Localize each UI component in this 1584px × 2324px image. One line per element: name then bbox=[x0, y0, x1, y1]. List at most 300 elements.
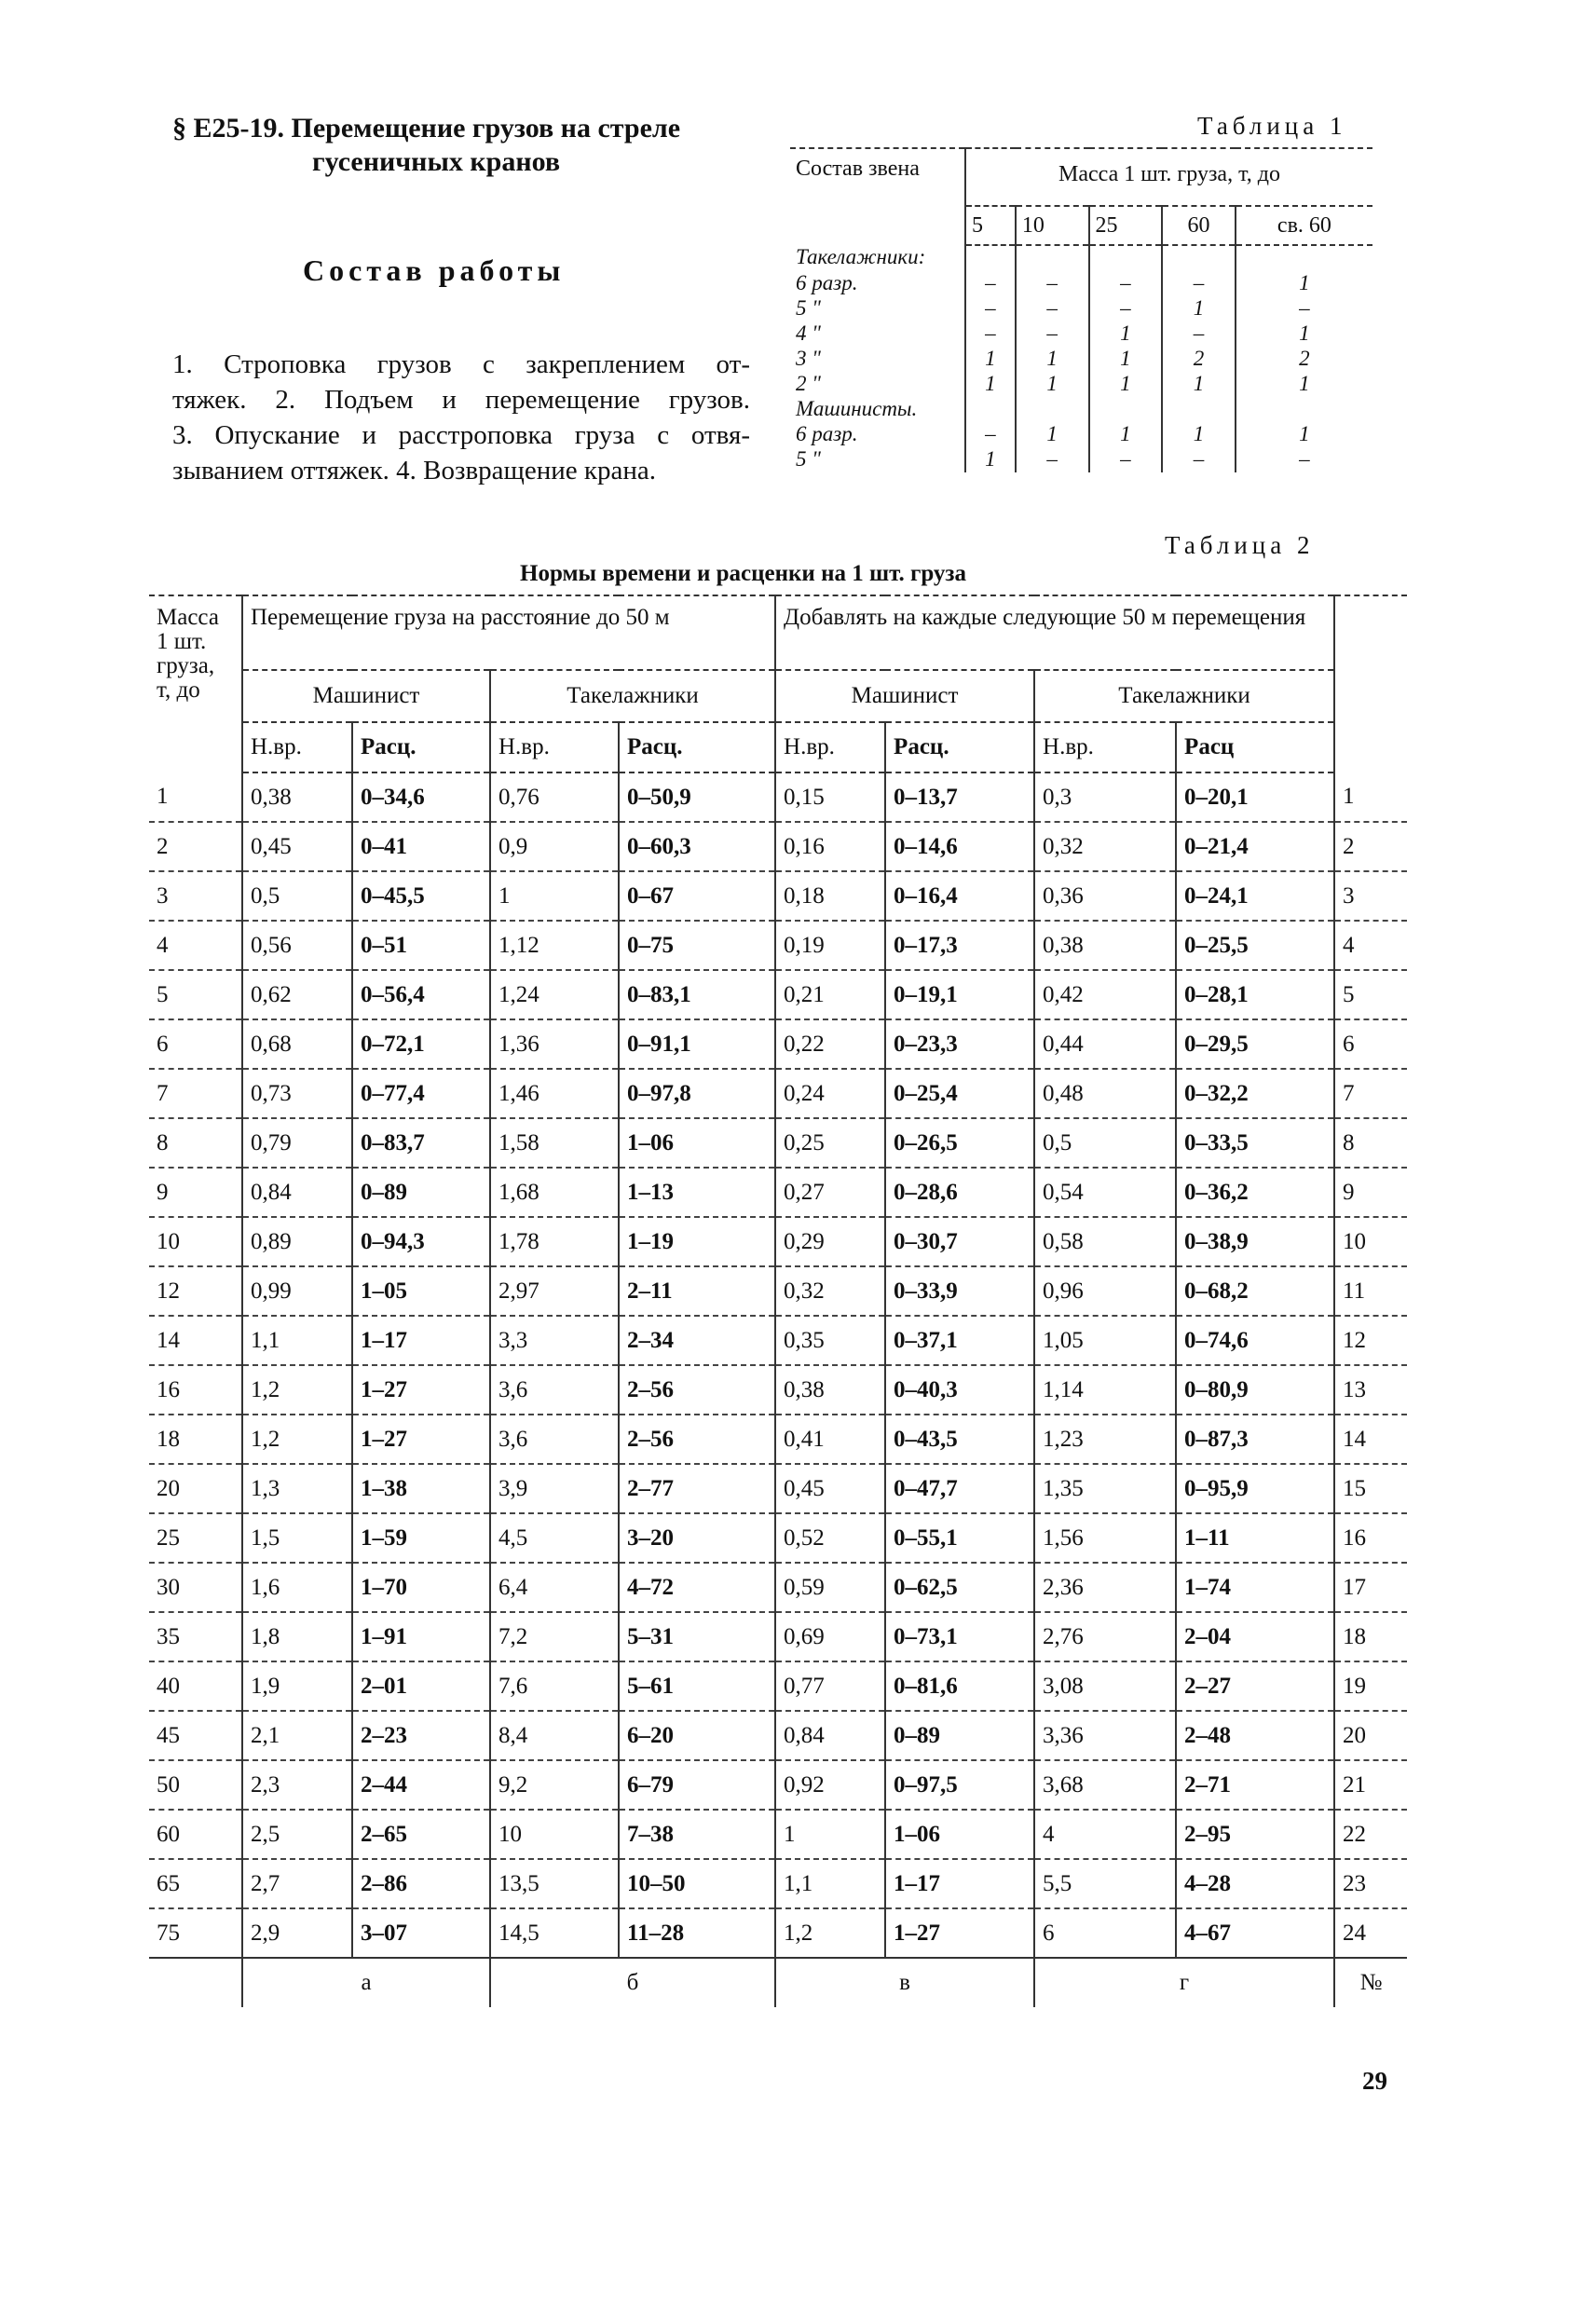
table2-row bbox=[149, 1019, 1407, 1069]
table2-cell: 0,15 bbox=[775, 772, 885, 822]
table2-group2-header: Добавлять на каждые следующие 50 м перемещения bbox=[775, 595, 1334, 670]
table2-rownum-cell: 18 bbox=[1334, 1612, 1407, 1661]
table1-row-label: 6 разр. bbox=[796, 422, 858, 445]
table2-cell: 0–55,1 bbox=[885, 1513, 1034, 1563]
table2-cell: 3,68 bbox=[1034, 1760, 1176, 1810]
table2-cell: 1,46 bbox=[490, 1069, 619, 1118]
table2-cell: 0–14,6 bbox=[885, 822, 1034, 871]
table2-cell: 0,41 bbox=[775, 1415, 885, 1464]
table1-cell bbox=[1162, 245, 1236, 271]
table2-cell: 2–56 bbox=[619, 1365, 775, 1415]
table2-footer-label: б bbox=[490, 1958, 775, 2007]
table1-row-label: 5 " bbox=[796, 447, 821, 471]
table2-cell: 2,1 bbox=[242, 1711, 352, 1760]
table2-row bbox=[149, 772, 1407, 822]
table2-cell: 0–43,5 bbox=[885, 1415, 1034, 1464]
table2-label: Таблица 2 bbox=[1165, 531, 1315, 559]
table2-cell: 0,59 bbox=[775, 1563, 885, 1612]
table2-cell: 6 bbox=[1034, 1908, 1176, 1958]
table2-cell: 0–25,4 bbox=[885, 1069, 1034, 1118]
table2-mass-cell: 75 bbox=[149, 1908, 242, 1958]
table2-cell: 0,77 bbox=[775, 1661, 885, 1711]
table1 bbox=[790, 147, 1372, 472]
table2-row bbox=[149, 1563, 1407, 1612]
table2-row bbox=[149, 1810, 1407, 1859]
table2-cell: 3,6 bbox=[490, 1365, 619, 1415]
table2-row bbox=[149, 1415, 1407, 1464]
table1-cell: 1 bbox=[1016, 422, 1089, 447]
table2-rownum-cell: 5 bbox=[1334, 970, 1407, 1019]
table2-cell: 14,5 bbox=[490, 1908, 619, 1958]
table2-mass-cell: 16 bbox=[149, 1365, 242, 1415]
table2-cell: 1,36 bbox=[490, 1019, 619, 1069]
table2-cell: 2–56 bbox=[619, 1415, 775, 1464]
table2-riggers-header: Такелажники bbox=[1034, 670, 1334, 722]
table2-cell: 1–59 bbox=[352, 1513, 490, 1563]
table2-rownum-cell: 1 bbox=[1334, 772, 1407, 822]
work-heading: Состав работы bbox=[303, 253, 566, 287]
table2-mass-cell: 60 bbox=[149, 1810, 242, 1859]
table2-mass-cell: 2 bbox=[149, 822, 242, 871]
table2-cell: 1–38 bbox=[352, 1464, 490, 1513]
table2-cell: 2–86 bbox=[352, 1859, 490, 1908]
table2-mass-cell: 65 bbox=[149, 1859, 242, 1908]
table1-cell: – bbox=[1016, 271, 1089, 296]
table1-row-label: Машинисты. bbox=[796, 397, 918, 420]
table2-cell: 0,48 bbox=[1034, 1069, 1176, 1118]
table2-cell: 0–73,1 bbox=[885, 1612, 1034, 1661]
table2-cell: 2–01 bbox=[352, 1661, 490, 1711]
table2-cell: 0,45 bbox=[775, 1464, 885, 1513]
table2-caption: Нормы времени и расценки на 1 шт. груза bbox=[520, 561, 966, 586]
table1-cell: – bbox=[1236, 447, 1372, 472]
table1-cell: 2 bbox=[1162, 347, 1236, 372]
table2-cell: 0,35 bbox=[775, 1316, 885, 1365]
table1-cell: 1 bbox=[965, 447, 1016, 472]
table2-cell: 0–13,7 bbox=[885, 772, 1034, 822]
table2-cell: 0–40,3 bbox=[885, 1365, 1034, 1415]
section-title-line2: гусеничных кранов bbox=[312, 146, 561, 177]
table2-cell: 0,36 bbox=[1034, 871, 1176, 921]
table1-cell bbox=[1236, 397, 1372, 422]
table2-cell: 2–04 bbox=[1176, 1612, 1334, 1661]
section-title-line1: § Е25-19. Перемещение грузов на стреле bbox=[172, 113, 681, 144]
table2-cell: 0,69 bbox=[775, 1612, 885, 1661]
table2-cell: 0,84 bbox=[242, 1168, 352, 1217]
table2-riggers-header: Такелажники bbox=[490, 670, 775, 722]
table2-mass-cell: 4 bbox=[149, 921, 242, 970]
table2-cell: 1–06 bbox=[619, 1118, 775, 1168]
table2-rownum-cell: 20 bbox=[1334, 1711, 1407, 1760]
table2-row bbox=[149, 1365, 1407, 1415]
table2-row bbox=[149, 1217, 1407, 1266]
table2-cell: 0,62 bbox=[242, 970, 352, 1019]
table2-cell: 1,5 bbox=[242, 1513, 352, 1563]
table2-cell: 2,36 bbox=[1034, 1563, 1176, 1612]
table2-cell: 0,76 bbox=[490, 772, 619, 822]
table1-cell: 1 bbox=[1089, 347, 1163, 372]
table2-cell: 0–33,9 bbox=[885, 1266, 1034, 1316]
table2-cell: 1,56 bbox=[1034, 1513, 1176, 1563]
table1-cell: – bbox=[1089, 447, 1163, 472]
table2-cell: 1,23 bbox=[1034, 1415, 1176, 1464]
table2-cell: 8,4 bbox=[490, 1711, 619, 1760]
table2-cell: 1,12 bbox=[490, 921, 619, 970]
table2-cell: 0,52 bbox=[775, 1513, 885, 1563]
table2-cell: 0–87,3 bbox=[1176, 1415, 1334, 1464]
table2-row bbox=[149, 970, 1407, 1019]
table2-footer-cell bbox=[149, 1958, 242, 2007]
table2-cell: 1,35 bbox=[1034, 1464, 1176, 1513]
table2-cell: 1,68 bbox=[490, 1168, 619, 1217]
table2-cell: 0–34,6 bbox=[352, 772, 490, 822]
table1-cell: – bbox=[1162, 447, 1236, 472]
table2-cell: 0,99 bbox=[242, 1266, 352, 1316]
table2-row bbox=[149, 1612, 1407, 1661]
table2-cell: 1–13 bbox=[619, 1168, 775, 1217]
table1-row bbox=[790, 422, 1372, 447]
table1-row-label: Такелажники: bbox=[796, 245, 926, 268]
table2-cell: 13,5 bbox=[490, 1859, 619, 1908]
table2-cell: 7–38 bbox=[619, 1810, 775, 1859]
table2-cell: 0–20,1 bbox=[1176, 772, 1334, 822]
table2-mass-cell: 20 bbox=[149, 1464, 242, 1513]
table1-cell: 1 bbox=[965, 347, 1016, 372]
table2-rownum-cell: 13 bbox=[1334, 1365, 1407, 1415]
table2-cell: 1,24 bbox=[490, 970, 619, 1019]
table2-cell: 1,9 bbox=[242, 1661, 352, 1711]
table1-cell: – bbox=[1089, 271, 1163, 296]
table2-row bbox=[149, 1069, 1407, 1118]
table2-cell: 0,18 bbox=[775, 871, 885, 921]
table2-cell: 0,38 bbox=[775, 1365, 885, 1415]
table2-cell: 0–41 bbox=[352, 822, 490, 871]
table2-cell: 0–30,7 bbox=[885, 1217, 1034, 1266]
table2-cell: 2–11 bbox=[619, 1266, 775, 1316]
table2-cell: 1,2 bbox=[242, 1365, 352, 1415]
table2-rownum-cell: 10 bbox=[1334, 1217, 1407, 1266]
table2-cell: 0,25 bbox=[775, 1118, 885, 1168]
table2-rasc-header: Расц bbox=[1176, 722, 1334, 772]
table2-row bbox=[149, 1118, 1407, 1168]
table2-footer-label: в bbox=[775, 1958, 1034, 2007]
table2-rasc-header: Расц. bbox=[885, 722, 1034, 772]
table2-cell: 0,45 bbox=[242, 822, 352, 871]
table2-cell: 4–67 bbox=[1176, 1908, 1334, 1958]
table2-row bbox=[149, 1513, 1407, 1563]
table2-rownum-cell: 12 bbox=[1334, 1316, 1407, 1365]
table2-cell: 0,19 bbox=[775, 921, 885, 970]
table2-rownum-cell: 3 bbox=[1334, 871, 1407, 921]
table2-row bbox=[149, 1168, 1407, 1217]
table2-cell: 2,97 bbox=[490, 1266, 619, 1316]
table2-rownum-cell: 14 bbox=[1334, 1415, 1407, 1464]
table2-cell: 0–19,1 bbox=[885, 970, 1034, 1019]
table2-hvr-header: Н.вр. bbox=[1034, 722, 1176, 772]
table1-mass-col: 5 bbox=[965, 206, 1016, 245]
page-number: 29 bbox=[1362, 2067, 1387, 2095]
table2-rownum-cell: 4 bbox=[1334, 921, 1407, 970]
table1-row bbox=[790, 245, 1372, 271]
table2-rownum-cell: 22 bbox=[1334, 1810, 1407, 1859]
table2-row bbox=[149, 1908, 1407, 1958]
table2-cell: 3,6 bbox=[490, 1415, 619, 1464]
table2-cell: 1–27 bbox=[352, 1365, 490, 1415]
table2-cell: 2–48 bbox=[1176, 1711, 1334, 1760]
table2-cell: 1,1 bbox=[242, 1316, 352, 1365]
table2-cell: 1,78 bbox=[490, 1217, 619, 1266]
work-line: зыванием оттяжек. 4. Возвращение крана. bbox=[172, 456, 656, 485]
table2-cell: 1–27 bbox=[352, 1415, 490, 1464]
table2-cell: 3,36 bbox=[1034, 1711, 1176, 1760]
table2-mass-cell: 35 bbox=[149, 1612, 242, 1661]
table2-cell: 0,9 bbox=[490, 822, 619, 871]
table2-hvr-header: Н.вр. bbox=[242, 722, 352, 772]
table2-cell: 0–83,1 bbox=[619, 970, 775, 1019]
table2-row bbox=[149, 1464, 1407, 1513]
table2-row bbox=[149, 871, 1407, 921]
table2-cell: 0,38 bbox=[242, 772, 352, 822]
table2-cell: 0–50,9 bbox=[619, 772, 775, 822]
table2-cell: 7,6 bbox=[490, 1661, 619, 1711]
table2-cell: 0–23,3 bbox=[885, 1019, 1034, 1069]
table1-mass-col: 60 bbox=[1162, 206, 1236, 245]
table2-cell: 1–11 bbox=[1176, 1513, 1334, 1563]
table2-cell: 1,2 bbox=[775, 1908, 885, 1958]
table2-footer-label: г bbox=[1034, 1958, 1334, 2007]
table2-cell: 3,9 bbox=[490, 1464, 619, 1513]
table2-rasc-header: Расц. bbox=[619, 722, 775, 772]
table2-cell: 0–28,6 bbox=[885, 1168, 1034, 1217]
table2-rownum-cell: 11 bbox=[1334, 1266, 1407, 1316]
table1-mass-col: 25 bbox=[1089, 206, 1163, 245]
table2-rownum-cell: 2 bbox=[1334, 822, 1407, 871]
table2-hvr-header: Н.вр. bbox=[490, 722, 619, 772]
table2-rownum-cell: 23 bbox=[1334, 1859, 1407, 1908]
table2-cell: 1,6 bbox=[242, 1563, 352, 1612]
table2-cell: 3,3 bbox=[490, 1316, 619, 1365]
table1-cell bbox=[1162, 397, 1236, 422]
table2-cell: 0–75 bbox=[619, 921, 775, 970]
table1-cell: 1 bbox=[1016, 372, 1089, 397]
table2-cell: 9,2 bbox=[490, 1760, 619, 1810]
table1-cell bbox=[1089, 397, 1163, 422]
table1-cell: 1 bbox=[1236, 422, 1372, 447]
table2-rasc-header: Расц. bbox=[352, 722, 490, 772]
table2-cell: 0,54 bbox=[1034, 1168, 1176, 1217]
table2-cell: 0–33,5 bbox=[1176, 1118, 1334, 1168]
table2-rownum-cell: 8 bbox=[1334, 1118, 1407, 1168]
table1-cell: 1 bbox=[1162, 372, 1236, 397]
table2-cell: 2–23 bbox=[352, 1711, 490, 1760]
table1-mass-header: Масса 1 шт. груза, т, до bbox=[965, 148, 1372, 206]
table2-mass-cell: 12 bbox=[149, 1266, 242, 1316]
table2-cell: 11–28 bbox=[619, 1908, 775, 1958]
table2-cell: 0–74,6 bbox=[1176, 1316, 1334, 1365]
table2-cell: 4–72 bbox=[619, 1563, 775, 1612]
table1-cell: 1 bbox=[1089, 372, 1163, 397]
table2-cell: 0–47,7 bbox=[885, 1464, 1034, 1513]
table2-cell: 1–91 bbox=[352, 1612, 490, 1661]
table1-row bbox=[790, 372, 1372, 397]
table2-cell: 2–71 bbox=[1176, 1760, 1334, 1810]
table2-cell: 2,5 bbox=[242, 1810, 352, 1859]
table2-cell: 2,76 bbox=[1034, 1612, 1176, 1661]
table1-cell bbox=[1016, 397, 1089, 422]
table2-rownum-cell: 16 bbox=[1334, 1513, 1407, 1563]
table2-rownum-cell: 21 bbox=[1334, 1760, 1407, 1810]
table2-cell: 5–61 bbox=[619, 1661, 775, 1711]
table2-cell: 0–77,4 bbox=[352, 1069, 490, 1118]
table1-row bbox=[790, 347, 1372, 372]
table2-cell: 0–68,2 bbox=[1176, 1266, 1334, 1316]
table2-cell: 0–95,9 bbox=[1176, 1464, 1334, 1513]
table2-cell: 0–24,1 bbox=[1176, 871, 1334, 921]
table2-machinist-header: Машинист bbox=[775, 670, 1034, 722]
section-title bbox=[172, 112, 769, 179]
table1-cell: – bbox=[1162, 321, 1236, 347]
table2-cell: 0–16,4 bbox=[885, 871, 1034, 921]
table2-cell: 0–32,2 bbox=[1176, 1069, 1334, 1118]
table2-cell: 0,92 bbox=[775, 1760, 885, 1810]
table2-cell: 0,68 bbox=[242, 1019, 352, 1069]
table1-mass-col: 10 bbox=[1016, 206, 1089, 245]
table2-row bbox=[149, 1316, 1407, 1365]
table2-cell: 0–38,9 bbox=[1176, 1217, 1334, 1266]
table1-cell bbox=[1016, 245, 1089, 271]
table2-cell: 0–91,1 bbox=[619, 1019, 775, 1069]
table2-cell: 0,22 bbox=[775, 1019, 885, 1069]
work-line: тяжек. 2. Подъем и перемещение грузов. bbox=[172, 385, 750, 415]
table2-cell: 0,5 bbox=[1034, 1118, 1176, 1168]
table2-cell: 4–28 bbox=[1176, 1859, 1334, 1908]
table1-row bbox=[790, 321, 1372, 347]
table2-mass-cell: 50 bbox=[149, 1760, 242, 1810]
table2-cell: 2–65 bbox=[352, 1810, 490, 1859]
table2-cell: 4,5 bbox=[490, 1513, 619, 1563]
table1-cell: – bbox=[965, 422, 1016, 447]
table1-cell: – bbox=[1236, 296, 1372, 321]
table2-cell: 3,08 bbox=[1034, 1661, 1176, 1711]
table2 bbox=[149, 595, 1407, 2007]
table1-row-label: 4 " bbox=[796, 321, 821, 345]
table2-cell: 1,8 bbox=[242, 1612, 352, 1661]
table2-cell: 4 bbox=[1034, 1810, 1176, 1859]
table2-cell: 0–21,4 bbox=[1176, 822, 1334, 871]
table2-cell: 0,89 bbox=[242, 1217, 352, 1266]
table1-cell: – bbox=[1162, 271, 1236, 296]
table2-cell: 0–81,6 bbox=[885, 1661, 1034, 1711]
table1-row bbox=[790, 296, 1372, 321]
table2-cell: 1,14 bbox=[1034, 1365, 1176, 1415]
table2-mass-header: Масса 1 шт. груза, т, до bbox=[149, 595, 242, 772]
table2-cell: 2–77 bbox=[619, 1464, 775, 1513]
table2-cell: 0,42 bbox=[1034, 970, 1176, 1019]
table2-mass-cell: 30 bbox=[149, 1563, 242, 1612]
table1-cell: 1 bbox=[1089, 321, 1163, 347]
table1-cell: 1 bbox=[1016, 347, 1089, 372]
table2-mass-cell: 9 bbox=[149, 1168, 242, 1217]
table2-cell: 0,16 bbox=[775, 822, 885, 871]
table2-row bbox=[149, 1661, 1407, 1711]
work-line: 3. Опускание и расстроповка груза с отвя- bbox=[172, 420, 750, 450]
table2-cell: 2–27 bbox=[1176, 1661, 1334, 1711]
table2-mass-cell: 14 bbox=[149, 1316, 242, 1365]
table2-row bbox=[149, 1266, 1407, 1316]
table2-cell: 5–31 bbox=[619, 1612, 775, 1661]
table2-cell: 1–17 bbox=[352, 1316, 490, 1365]
table2-cell: 0–45,5 bbox=[352, 871, 490, 921]
table1-cell bbox=[1236, 245, 1372, 271]
table2-cell: 0,32 bbox=[1034, 822, 1176, 871]
table2-cell: 0,44 bbox=[1034, 1019, 1176, 1069]
table2-cell: 0–28,1 bbox=[1176, 970, 1334, 1019]
table1-cell: 1 bbox=[965, 372, 1016, 397]
table2-mass-cell: 1 bbox=[149, 772, 242, 822]
table2-cell: 1,05 bbox=[1034, 1316, 1176, 1365]
table2-cell: 0–97,8 bbox=[619, 1069, 775, 1118]
table1-mass-col: св. 60 bbox=[1236, 206, 1372, 245]
table2-mass-cell: 10 bbox=[149, 1217, 242, 1266]
table2-row bbox=[149, 1859, 1407, 1908]
table2-rownum-cell: 6 bbox=[1334, 1019, 1407, 1069]
table1-cell bbox=[965, 245, 1016, 271]
table1-cell: – bbox=[1016, 321, 1089, 347]
table2-num-header-cell bbox=[1334, 595, 1407, 772]
table2-rownum-cell: 15 bbox=[1334, 1464, 1407, 1513]
table2-cell: 10 bbox=[490, 1810, 619, 1859]
table2-cell: 0–80,9 bbox=[1176, 1365, 1334, 1415]
table2-cell: 0,96 bbox=[1034, 1266, 1176, 1316]
table2-mass-cell: 25 bbox=[149, 1513, 242, 1563]
table2-cell: 0–56,4 bbox=[352, 970, 490, 1019]
table1-cell bbox=[1089, 245, 1163, 271]
table2-cell: 1–74 bbox=[1176, 1563, 1334, 1612]
table2-cell: 0,3 bbox=[1034, 772, 1176, 822]
table2-rownum-cell: 17 bbox=[1334, 1563, 1407, 1612]
table1-row-label: 2 " bbox=[796, 372, 821, 395]
work-line: 1. Строповка грузов с закреплением от- bbox=[172, 349, 750, 379]
table2-mass-cell: 3 bbox=[149, 871, 242, 921]
table2-cell: 0,32 bbox=[775, 1266, 885, 1316]
table2-cell: 0–67 bbox=[619, 871, 775, 921]
table2-cell: 6–20 bbox=[619, 1711, 775, 1760]
table2-cell: 0,5 bbox=[242, 871, 352, 921]
table1-cell: – bbox=[1016, 447, 1089, 472]
table2-cell: 0–17,3 bbox=[885, 921, 1034, 970]
table2-cell: 1–06 bbox=[885, 1810, 1034, 1859]
table2-cell: 0–62,5 bbox=[885, 1563, 1034, 1612]
table2-cell: 0–25,5 bbox=[1176, 921, 1334, 970]
table2-cell: 0,58 bbox=[1034, 1217, 1176, 1266]
table2-cell: 2–44 bbox=[352, 1760, 490, 1810]
table1-cell: 1 bbox=[1236, 271, 1372, 296]
table2-rownum-cell: 7 bbox=[1334, 1069, 1407, 1118]
table2-cell: 0–89 bbox=[885, 1711, 1034, 1760]
table2-mass-cell: 7 bbox=[149, 1069, 242, 1118]
table2-cell: 3–07 bbox=[352, 1908, 490, 1958]
table2-mass-cell: 40 bbox=[149, 1661, 242, 1711]
table2-cell: 1–19 bbox=[619, 1217, 775, 1266]
table2-cell: 0–29,5 bbox=[1176, 1019, 1334, 1069]
table2-cell: 0–26,5 bbox=[885, 1118, 1034, 1168]
table2-cell: 7,2 bbox=[490, 1612, 619, 1661]
table1-cell: – bbox=[965, 321, 1016, 347]
table1-cell: – bbox=[965, 296, 1016, 321]
table2-cell: 0–97,5 bbox=[885, 1760, 1034, 1810]
table2-mass-cell: 45 bbox=[149, 1711, 242, 1760]
table2-rownum-cell: 9 bbox=[1334, 1168, 1407, 1217]
